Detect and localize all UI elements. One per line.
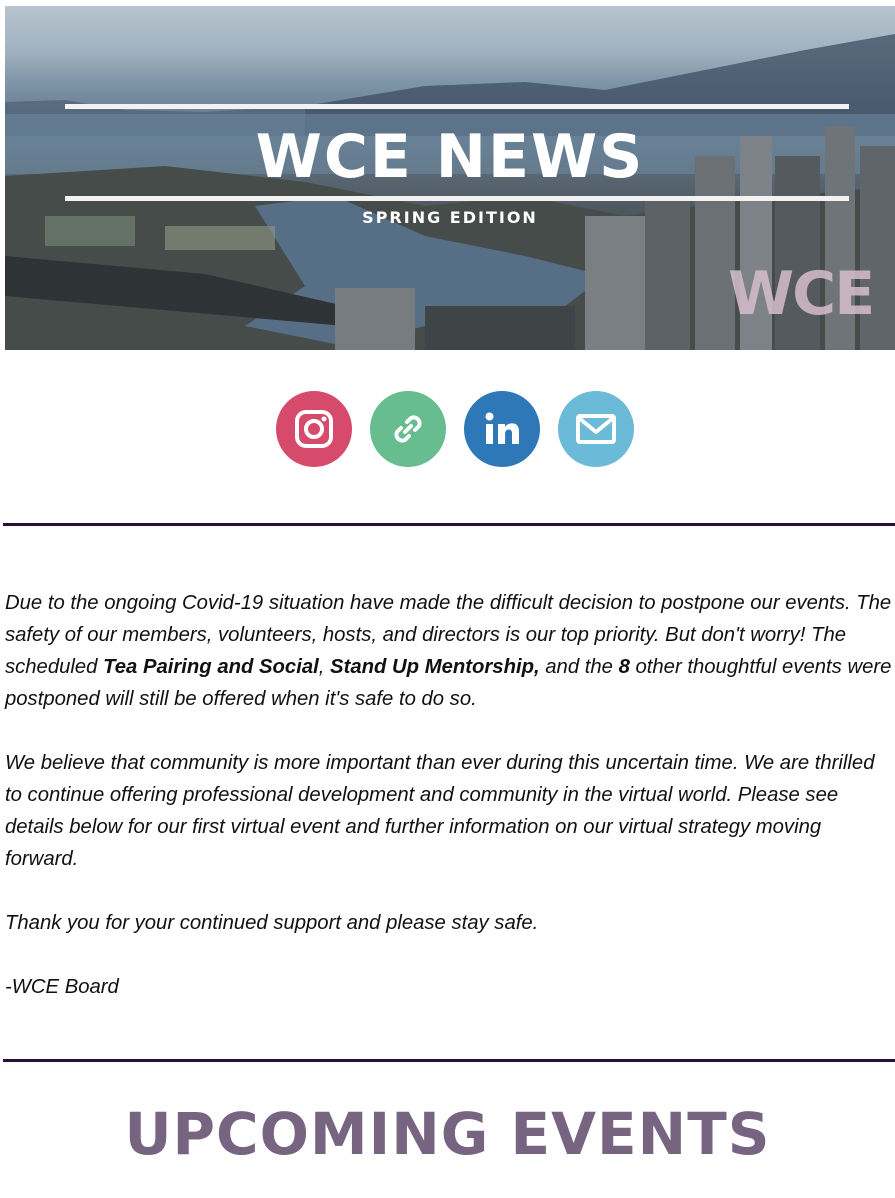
hero-banner bbox=[5, 6, 895, 350]
website-link[interactable] bbox=[370, 391, 446, 467]
hero-bottom-rule bbox=[65, 196, 849, 201]
email-icon bbox=[574, 407, 618, 451]
message-text: Due to the ongoing Covid-19 situation have made the difficult decision to postpone our events. The safety of our members, volunteers, hosts, and directors is our top priority. But don't worry! The scheduled bbox=[5, 592, 892, 678]
linkedin-icon bbox=[481, 408, 523, 450]
message-signature: -WCE Board bbox=[5, 976, 119, 998]
newsletter-title: WCE NEWS bbox=[255, 122, 645, 192]
wce-logo: WCE bbox=[728, 259, 874, 329]
board-message bbox=[5, 587, 895, 1035]
event-name-stand-up-mentorship: Stand Up Mentorship, bbox=[330, 656, 540, 678]
upcoming-events-heading: UPCOMING EVENTS bbox=[124, 1100, 771, 1168]
message-text: and the bbox=[539, 656, 619, 678]
email-link[interactable] bbox=[558, 391, 634, 467]
instagram-link[interactable] bbox=[276, 391, 352, 467]
section-divider bbox=[3, 1059, 895, 1062]
linkedin-link[interactable] bbox=[464, 391, 540, 467]
message-paragraph-1 bbox=[5, 587, 895, 715]
social-links bbox=[276, 391, 634, 467]
edition-subtitle: SPRING EDITION bbox=[362, 208, 538, 227]
link-icon bbox=[387, 408, 429, 450]
event-name-tea-pairing: Tea Pairing and Social bbox=[103, 656, 319, 678]
section-divider bbox=[3, 523, 895, 526]
instagram-icon bbox=[293, 408, 335, 450]
message-paragraph-2: We believe that community is more important than ever during this uncertain time. We are thrilled to continue offering professional development and community in the virtual world. Please see details below for our first virtual event and further information on our virtual strategy moving forward. bbox=[5, 752, 875, 870]
message-text: , bbox=[318, 656, 331, 678]
event-count: 8 bbox=[618, 656, 630, 678]
hero-top-rule bbox=[65, 104, 849, 109]
message-text: other thoughtful events were postponed will still be offered when it's safe to do so. bbox=[5, 656, 892, 710]
message-paragraph-3: Thank you for your continued support and please stay safe. bbox=[5, 912, 539, 934]
